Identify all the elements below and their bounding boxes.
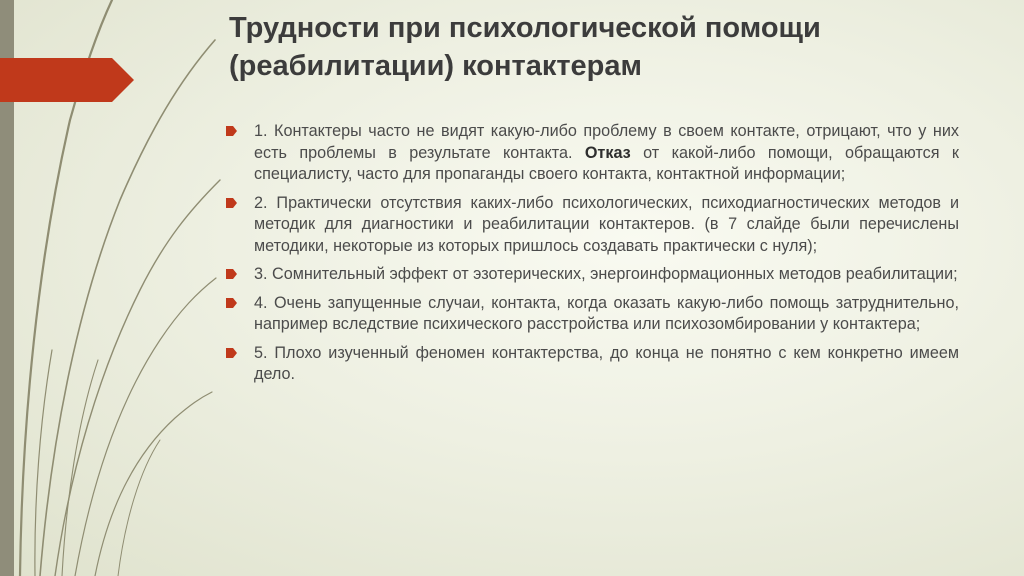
item-1-text-b: от какой-либо помощи, обращаются к специалисту, часто для пропаганды своего контакта, контактной информации; bbox=[254, 143, 959, 183]
list-item-text: 2. Практически отсутствия каких-либо психологических, психодиагностических методов и методик для диагностики и реабилитации контактеров. (в 7 слайде были перечислены методики, некоторые из которых пришлось создавать практически с нуля); bbox=[254, 193, 959, 255]
item-1-emphasis: Отказ bbox=[584, 143, 631, 162]
list-item bbox=[226, 193, 959, 258]
arrow-bullet-icon bbox=[226, 126, 237, 136]
list-item bbox=[226, 293, 959, 336]
list-item bbox=[226, 121, 959, 186]
list-item-text: 4. Очень запущенные случаи, контакта, когда оказать какую-либо помощь затруднительно, например вследствие психического расстройства или психозомбировании у контактера; bbox=[254, 293, 959, 333]
list-item bbox=[226, 343, 959, 386]
arrow-bullet-icon bbox=[226, 198, 237, 208]
slide-title: Трудности при психологической помощи (реабилитации) контактерам bbox=[229, 12, 821, 82]
title-banner bbox=[0, 58, 134, 102]
arrow-bullet-icon bbox=[226, 298, 237, 308]
list-item-text: 3. Сомнительный эффект от эзотерических, энергоинформационных методов реабилитации; bbox=[254, 265, 958, 283]
list-item bbox=[226, 264, 959, 286]
list-item-text: 5. Плохо изученный феномен контактерства, до конца не понятно с кем конкретно имеем дело. bbox=[254, 343, 959, 383]
list-item-text bbox=[254, 121, 959, 186]
arrow-bullet-icon bbox=[226, 269, 237, 279]
arrow-bullet-icon bbox=[226, 348, 237, 358]
item-1-text-a: 1. Контактеры часто не видят какую-либо проблему в своем контакте, отрицают, что у них есть проблемы в результате контакта. bbox=[254, 122, 959, 162]
bullet-list bbox=[226, 121, 959, 393]
